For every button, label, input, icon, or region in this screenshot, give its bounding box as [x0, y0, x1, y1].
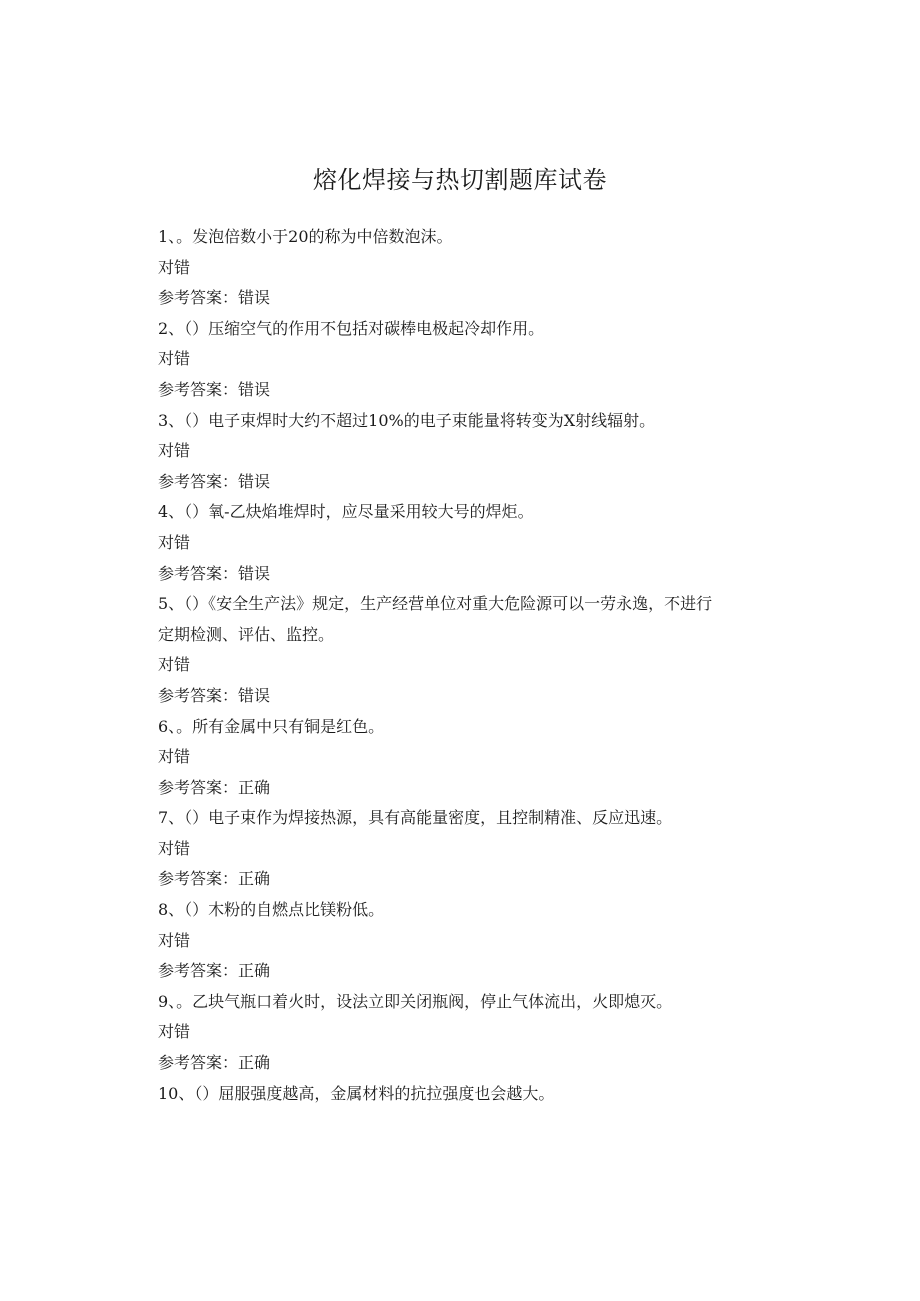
question-8-text: 8、（）木粉的自燃点比镁粉低。 — [158, 900, 385, 920]
question-6-text: 6、。所有金属中只有铜是红色。 — [158, 716, 385, 736]
question-10-text: 10、（）屈服强度越高，金属材料的抗拉强度也会越大。 — [158, 1083, 555, 1103]
question-9-answer: 参考答案：正确 — [158, 1053, 271, 1073]
question-4-options: 对错 — [158, 532, 191, 552]
question-3-options: 对错 — [158, 441, 191, 461]
question-6-options: 对错 — [158, 747, 191, 767]
question-7-answer: 参考答案：正确 — [158, 869, 271, 889]
question-2-text: 2、（）压缩空气的作用不包括对碳棒电极起冷却作用。 — [158, 318, 545, 338]
question-3-answer: 参考答案：错误 — [158, 471, 271, 491]
question-3-text: 3、（）电子束焊时大约不超过10%的电子束能量将转变为X射线辐射。 — [158, 410, 656, 430]
question-2-answer: 参考答案：错误 — [158, 379, 271, 399]
question-5-text-continued: 定期检测、评估、监控。 — [158, 624, 335, 644]
question-9-text: 9、。乙块气瓶口着火时，设法立即关闭瓶阀，停止气体流出，火即熄灭。 — [158, 991, 673, 1011]
question-list — [158, 222, 768, 1109]
question-1-options: 对错 — [158, 257, 191, 277]
question-7-text: 7、（）电子束作为焊接热源，具有高能量密度，且控制精准、反应迅速。 — [158, 808, 673, 828]
question-5-text: 5、（）《安全生产法》规定，生产经营单位对重大危险源可以一劳永逸，不进行 — [158, 594, 713, 614]
question-9-options: 对错 — [158, 1022, 191, 1042]
question-7-options: 对错 — [158, 838, 191, 858]
question-5-answer: 参考答案：错误 — [158, 685, 271, 705]
question-1-answer: 参考答案：错误 — [158, 288, 271, 308]
question-2-options: 对错 — [158, 349, 191, 369]
question-1-text: 1、。发泡倍数小于20的称为中倍数泡沫。 — [158, 227, 453, 246]
question-8-answer: 参考答案：正确 — [158, 961, 271, 981]
question-5-options: 对错 — [158, 655, 191, 675]
question-4-answer: 参考答案：错误 — [158, 563, 271, 583]
question-4-text: 4、（）氧-乙炔焰堆焊时，应尽量采用较大号的焊炬。 — [158, 502, 534, 522]
document-title: 熔化焊接与热切割题库试卷 — [313, 166, 607, 194]
question-8-options: 对错 — [158, 930, 191, 950]
question-6-answer: 参考答案：正确 — [158, 777, 271, 797]
